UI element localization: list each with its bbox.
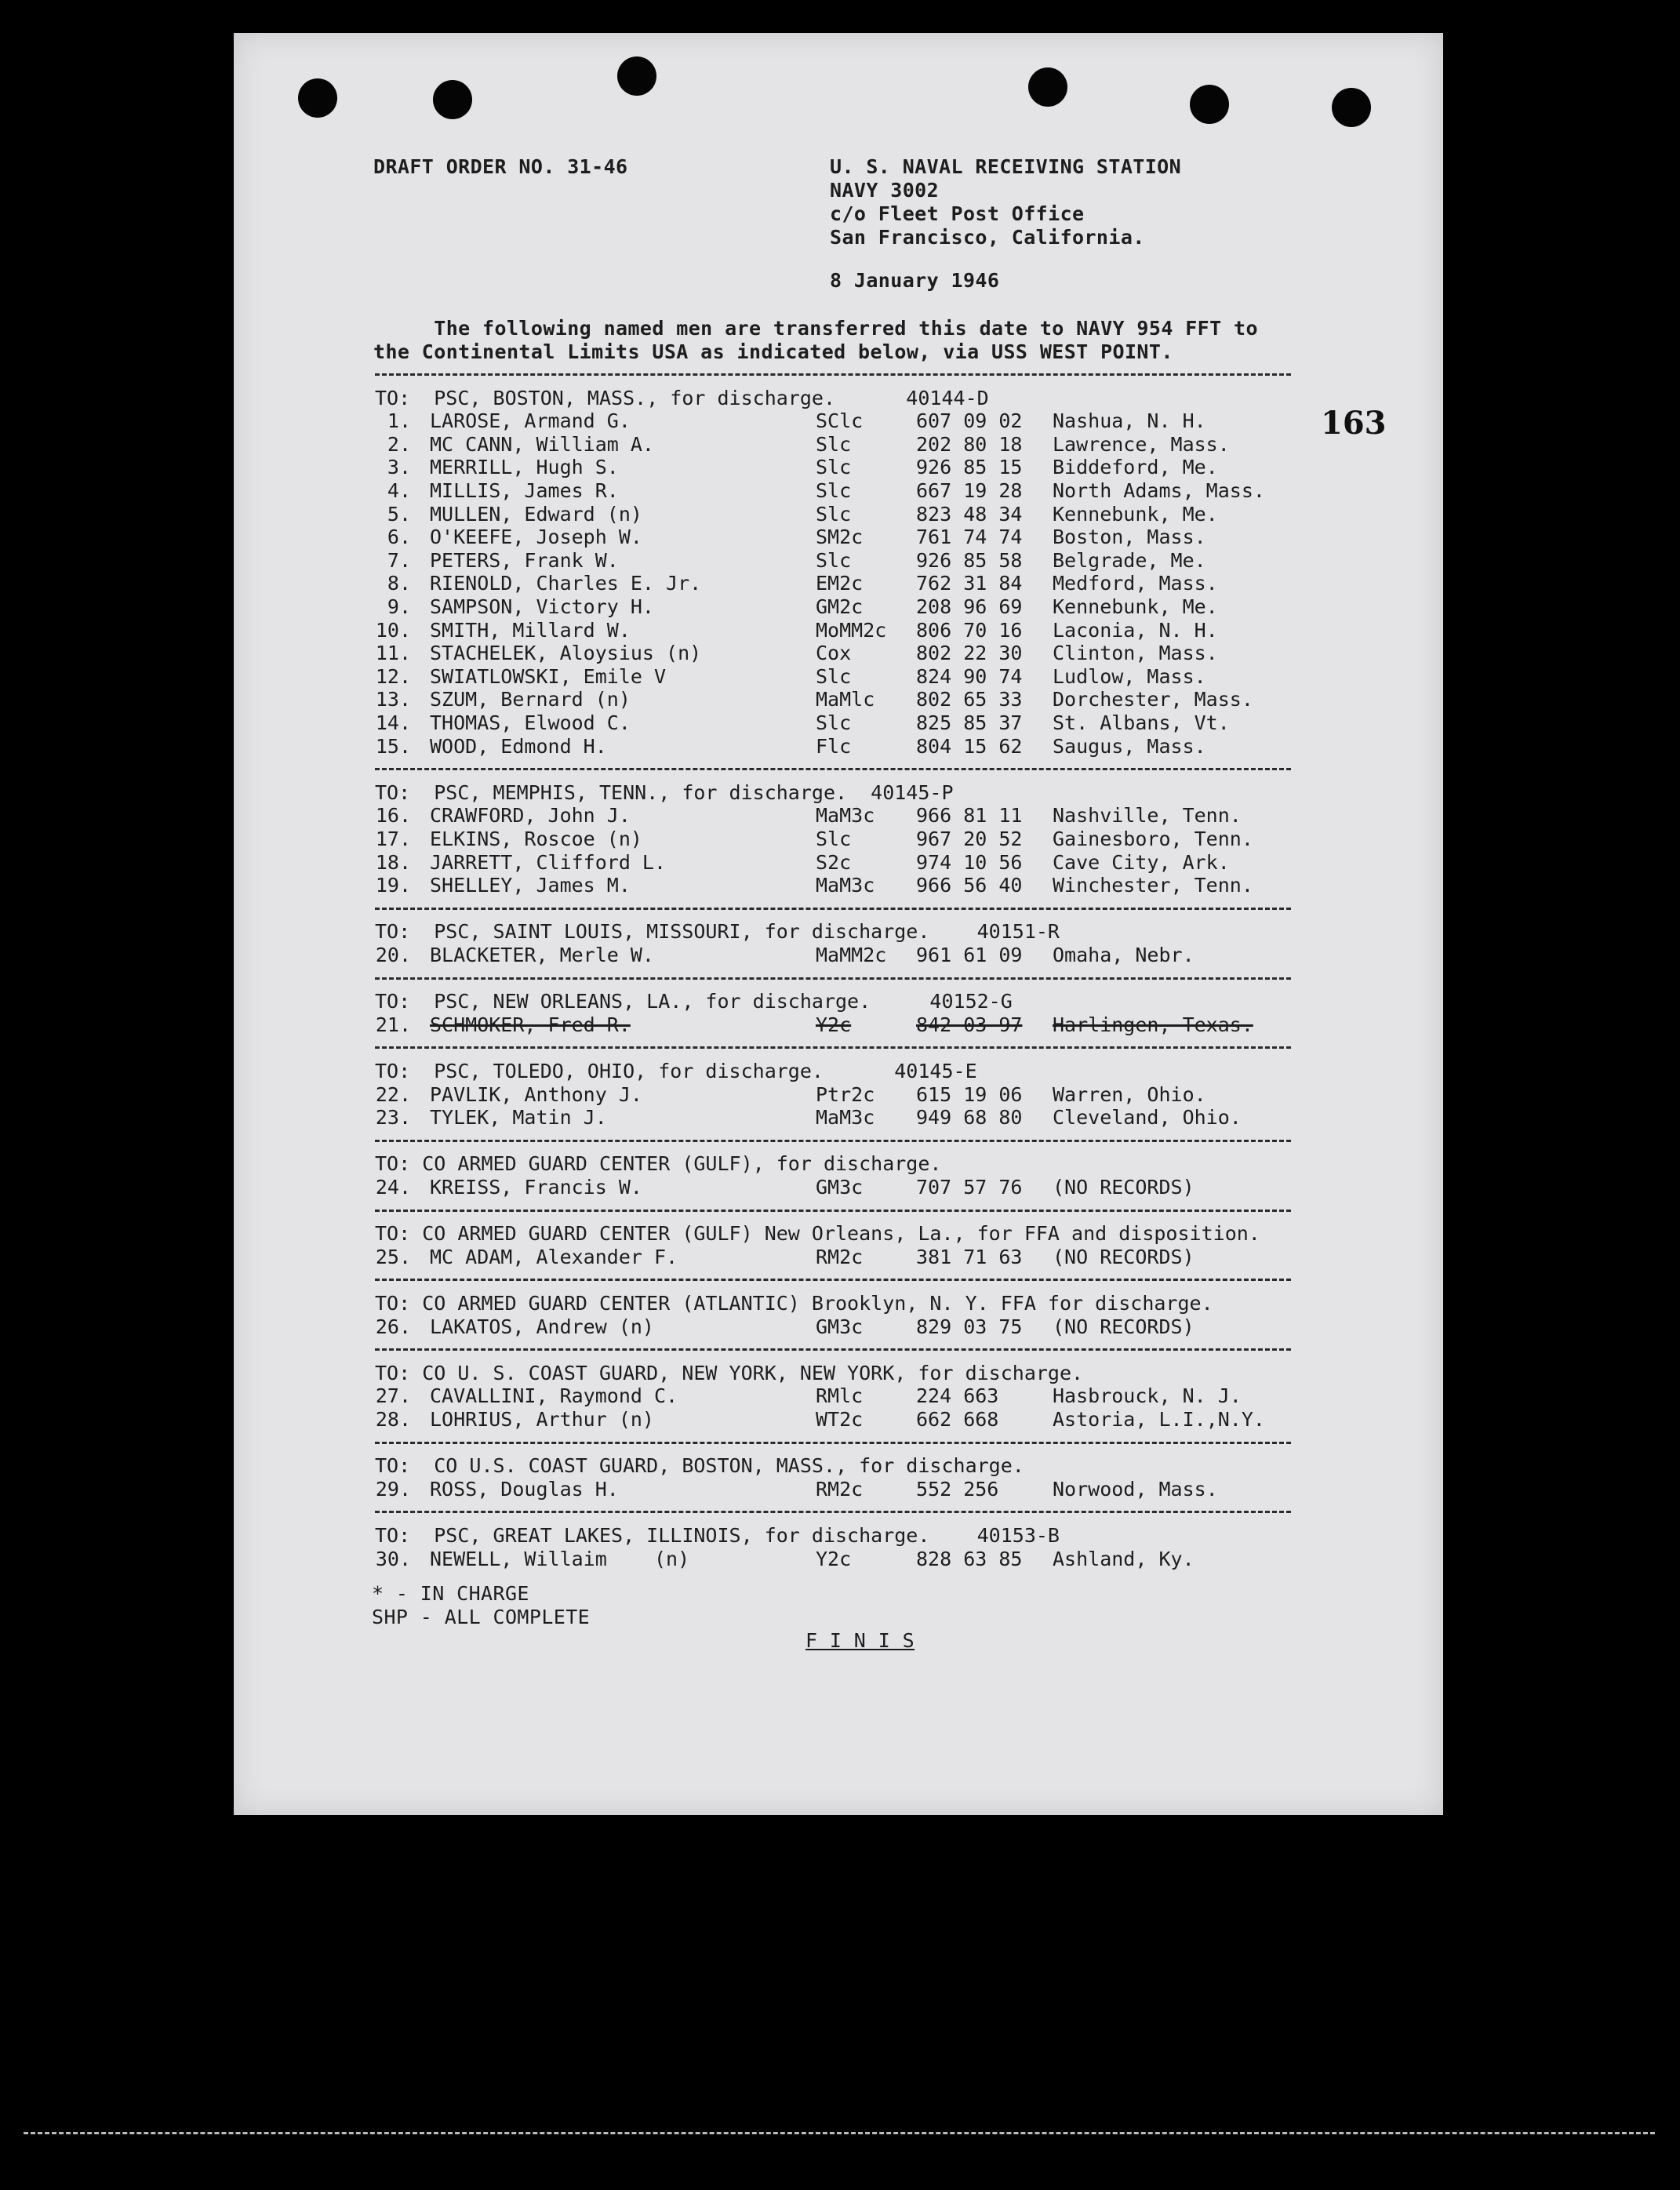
- rating: GM2c: [816, 595, 864, 618]
- row-number: 9.: [387, 595, 411, 618]
- service-number: 552 256: [916, 1477, 999, 1501]
- sailor-name: MC CANN, William A.: [430, 432, 654, 456]
- destination-heading: TO: CO U.S. COAST GUARD, BOSTON, MASS., for discharge.: [375, 1454, 1024, 1478]
- home-town: (NO RECORDS): [1053, 1176, 1195, 1199]
- rating: Cox: [816, 642, 852, 665]
- home-town: Winchester, Tenn.: [1053, 874, 1253, 897]
- rating: Slc: [816, 664, 852, 688]
- punch-hole-4: [1028, 67, 1067, 107]
- rating: RM2c: [816, 1477, 864, 1501]
- page-number: 163: [1321, 405, 1387, 442]
- service-number: 607 09 02: [916, 409, 1023, 433]
- sailor-name: PETERS, Frank W.: [430, 548, 619, 572]
- rating: Slc: [816, 432, 852, 456]
- row-number: 23.: [375, 1106, 411, 1130]
- rating: SM2c: [816, 526, 864, 549]
- home-town: Laconia, N. H.: [1053, 618, 1218, 642]
- row-number: 25.: [375, 1245, 411, 1268]
- service-number: 381 71 63: [916, 1245, 1023, 1268]
- row-number: 24.: [375, 1176, 411, 1199]
- destination-heading: TO: CO ARMED GUARD CENTER (GULF), for discharge.: [375, 1152, 942, 1176]
- service-number: 926 85 58: [916, 548, 1023, 572]
- row-number: 11.: [375, 642, 411, 665]
- service-number: 208 96 69: [916, 595, 1023, 618]
- service-number: 828 63 85: [916, 1547, 1023, 1570]
- row-number: 2.: [387, 432, 411, 456]
- service-number: 224 663: [916, 1384, 999, 1408]
- service-number: 842 03 97: [916, 1013, 1023, 1036]
- sailor-name: BLACKETER, Merle W.: [430, 944, 654, 966]
- destination-heading: TO: PSC, TOLEDO, OHIO, for discharge. 40145-E: [375, 1060, 977, 1082]
- separator-line: [375, 768, 1291, 770]
- sailor-name: MILLIS, James R.: [430, 479, 619, 502]
- destination-heading: TO: PSC, GREAT LAKES, ILLINOIS, for discharge. 40153-B: [375, 1524, 1060, 1547]
- home-town: Harlingen, Texas.: [1053, 1013, 1253, 1036]
- separator-line: [375, 1348, 1291, 1351]
- row-number: 5.: [387, 502, 411, 526]
- service-number: 707 57 76: [916, 1176, 1023, 1199]
- separator-line: [375, 373, 1291, 376]
- row-number: 22.: [375, 1082, 411, 1106]
- rating: MaM3c: [816, 874, 875, 897]
- home-town: Dorchester, Mass.: [1053, 688, 1253, 711]
- service-number: 806 70 16: [916, 618, 1023, 642]
- row-number: 1.: [387, 409, 411, 433]
- home-town: Gainesboro, Tenn.: [1053, 828, 1253, 850]
- service-number: 926 85 15: [916, 456, 1023, 479]
- row-number: 18.: [375, 850, 411, 874]
- row-number: 4.: [387, 479, 411, 502]
- rating: RM2c: [816, 1245, 864, 1268]
- row-number: 29.: [375, 1477, 411, 1501]
- punch-hole-3: [617, 56, 656, 96]
- separator-line: [375, 1210, 1291, 1212]
- row-number: 14.: [375, 711, 411, 734]
- sailor-name: NEWELL, Willaim (n): [430, 1547, 690, 1570]
- rating: Slc: [816, 456, 852, 479]
- service-number: 667 19 28: [916, 479, 1023, 502]
- rating: Ptr2c: [816, 1082, 875, 1106]
- sailor-name: CAVALLINI, Raymond C.: [430, 1384, 678, 1408]
- station-line: U. S. NAVAL RECEIVING STATION: [830, 155, 1182, 178]
- sailor-name: SCHMOKER, Fred R.: [430, 1013, 631, 1036]
- row-number: 13.: [375, 688, 411, 711]
- row-number: 30.: [375, 1547, 411, 1570]
- footer-shp-status: SHP - ALL COMPLETE: [372, 1606, 591, 1628]
- row-number: 16.: [375, 804, 411, 828]
- row-number: 26.: [375, 1315, 411, 1338]
- service-number: 802 22 30: [916, 642, 1023, 665]
- row-number: 27.: [375, 1384, 411, 1408]
- destination-heading: TO: CO ARMED GUARD CENTER (GULF) New Orleans, La., for FFA and disposition.: [375, 1222, 1260, 1246]
- rating: S2c: [816, 850, 852, 874]
- home-town: North Adams, Mass.: [1053, 479, 1265, 502]
- home-town: Belgrade, Me.: [1053, 548, 1206, 572]
- service-number: 662 668: [916, 1408, 999, 1431]
- station-line: c/o Fleet Post Office: [830, 202, 1085, 225]
- home-town: Lawrence, Mass.: [1053, 432, 1230, 456]
- service-number: 966 81 11: [916, 804, 1023, 828]
- service-number: 804 15 62: [916, 734, 1023, 758]
- document-date: 8 January 1946: [830, 269, 1000, 292]
- row-number: 10.: [375, 618, 411, 642]
- service-number: 825 85 37: [916, 711, 1023, 734]
- home-town: Cave City, Ark.: [1053, 850, 1230, 874]
- rating: SClc: [816, 409, 864, 433]
- home-town: Boston, Mass.: [1053, 526, 1206, 549]
- sailor-name: SAMPSON, Victory H.: [430, 595, 654, 618]
- destination-heading: TO: PSC, MEMPHIS, TENN., for discharge. 40145-P: [375, 780, 954, 804]
- service-number: 949 68 80: [916, 1106, 1023, 1130]
- rating: Slc: [816, 479, 852, 502]
- destination-heading: TO: PSC, BOSTON, MASS., for discharge. 40144-D: [375, 386, 989, 409]
- draft-order-number: DRAFT ORDER NO. 31-46: [373, 155, 628, 178]
- scan-edge-line: [24, 2132, 1655, 2139]
- service-number: 202 80 18: [916, 432, 1023, 456]
- home-town: Biddeford, Me.: [1053, 456, 1218, 479]
- punch-hole-2: [433, 80, 472, 119]
- separator-line: [375, 1279, 1291, 1281]
- sailor-name: WOOD, Edmond H.: [430, 734, 607, 758]
- service-number: 824 90 74: [916, 664, 1023, 688]
- sailor-name: THOMAS, Elwood C.: [430, 711, 631, 734]
- rating: Y2c: [816, 1013, 852, 1036]
- separator-line: [375, 1140, 1291, 1142]
- home-town: Nashua, N. H.: [1053, 409, 1206, 433]
- destination-heading: TO: CO U. S. COAST GUARD, NEW YORK, NEW YORK, for discharge.: [375, 1361, 1084, 1384]
- service-number: 966 56 40: [916, 874, 1023, 897]
- rating: Flc: [816, 734, 852, 758]
- footer-in-charge: * - IN CHARGE: [372, 1582, 529, 1605]
- destination-heading: TO: CO ARMED GUARD CENTER (ATLANTIC) Brooklyn, N. Y. FFA for discharge.: [375, 1292, 1213, 1315]
- row-number: 12.: [375, 664, 411, 688]
- row-number: 8.: [387, 572, 411, 595]
- sailor-name: RIENOLD, Charles E. Jr.: [430, 572, 702, 595]
- home-town: Ashland, Ky.: [1053, 1547, 1195, 1570]
- home-town: Saugus, Mass.: [1053, 734, 1206, 758]
- rating: MaMM2c: [816, 944, 887, 966]
- home-town: Warren, Ohio.: [1053, 1082, 1206, 1106]
- rating: MaM3c: [816, 1106, 875, 1130]
- service-number: 823 48 34: [916, 502, 1023, 526]
- home-town: Kennebunk, Me.: [1053, 502, 1218, 526]
- rating: Y2c: [816, 1547, 852, 1570]
- sailor-name: PAVLIK, Anthony J.: [430, 1082, 642, 1106]
- service-number: 615 19 06: [916, 1082, 1023, 1106]
- rating: Slc: [816, 548, 852, 572]
- separator-line: [375, 977, 1291, 980]
- row-number: 19.: [375, 874, 411, 897]
- separator-line: [375, 1511, 1291, 1513]
- intro-line: The following named men are transferred this date to NAVY 954 FFT to: [373, 317, 1258, 340]
- home-town: (NO RECORDS): [1053, 1315, 1195, 1338]
- service-number: 961 61 09: [916, 944, 1023, 966]
- sailor-name: TYLEK, Matin J.: [430, 1106, 607, 1130]
- sailor-name: SHELLEY, James M.: [430, 874, 631, 897]
- service-number: 974 10 56: [916, 850, 1023, 874]
- separator-line: [375, 908, 1291, 910]
- home-town: Hasbrouck, N. J.: [1053, 1384, 1242, 1408]
- service-number: 967 20 52: [916, 828, 1023, 850]
- rating: MaM3c: [816, 804, 875, 828]
- home-town: Cleveland, Ohio.: [1053, 1106, 1242, 1130]
- row-number: 15.: [375, 734, 411, 758]
- sailor-name: MERRILL, Hugh S.: [430, 456, 619, 479]
- home-town: Kennebunk, Me.: [1053, 595, 1218, 618]
- home-town: Nashville, Tenn.: [1053, 804, 1242, 828]
- rating: MoMM2c: [816, 618, 887, 642]
- rating: GM3c: [816, 1176, 864, 1199]
- sailor-name: SZUM, Bernard (n): [430, 688, 631, 711]
- destination-heading: TO: PSC, NEW ORLEANS, LA., for discharge. 40152-G: [375, 990, 1013, 1013]
- rating: Slc: [816, 828, 852, 850]
- sailor-name: SMITH, Millard W.: [430, 618, 631, 642]
- row-number: 20.: [375, 944, 411, 966]
- home-town: Astoria, L.I.,N.Y.: [1053, 1408, 1265, 1431]
- rating: MaMlc: [816, 688, 875, 711]
- separator-line: [375, 1046, 1291, 1049]
- sailor-name: MC ADAM, Alexander F.: [430, 1245, 678, 1268]
- finis-mark: F I N I S: [805, 1629, 915, 1652]
- sailor-name: JARRETT, Clifford L.: [430, 850, 667, 874]
- sailor-name: STACHELEK, Aloysius (n): [430, 642, 702, 665]
- service-number: 829 03 75: [916, 1315, 1023, 1338]
- rating: RMlc: [816, 1384, 864, 1408]
- rating: GM3c: [816, 1315, 864, 1338]
- rating: Slc: [816, 502, 852, 526]
- service-number: 761 74 74: [916, 526, 1023, 549]
- station-line: San Francisco, California.: [830, 226, 1145, 249]
- sailor-name: SWIATLOWSKI, Emile V: [430, 664, 667, 688]
- sailor-name: LOHRIUS, Arthur (n): [430, 1408, 654, 1431]
- home-town: Norwood, Mass.: [1053, 1477, 1218, 1501]
- destination-heading: TO: PSC, SAINT LOUIS, MISSOURI, for discharge. 40151-R: [375, 920, 1060, 944]
- rating: Slc: [816, 711, 852, 734]
- row-number: 7.: [387, 548, 411, 572]
- rating: EM2c: [816, 572, 864, 595]
- sailor-name: ELKINS, Roscoe (n): [430, 828, 642, 850]
- service-number: 762 31 84: [916, 572, 1023, 595]
- intro-line: the Continental Limits USA as indicated below, via USS WEST POINT.: [373, 340, 1173, 363]
- station-line: NAVY 3002: [830, 179, 940, 202]
- row-number: 6.: [387, 526, 411, 549]
- sailor-name: ROSS, Douglas H.: [430, 1477, 619, 1501]
- row-number: 28.: [375, 1408, 411, 1431]
- sailor-name: LAKATOS, Andrew (n): [430, 1315, 654, 1338]
- rating: WT2c: [816, 1408, 864, 1431]
- row-number: 17.: [375, 828, 411, 850]
- punch-hole-5: [1190, 85, 1229, 124]
- home-town: Omaha, Nebr.: [1053, 944, 1195, 966]
- home-town: Clinton, Mass.: [1053, 642, 1218, 665]
- home-town: Medford, Mass.: [1053, 572, 1218, 595]
- sailor-name: CRAWFORD, John J.: [430, 804, 631, 828]
- service-number: 802 65 33: [916, 688, 1023, 711]
- home-town: (NO RECORDS): [1053, 1245, 1195, 1268]
- row-number: 21.: [375, 1013, 411, 1036]
- sailor-name: KREISS, Francis W.: [430, 1176, 642, 1199]
- separator-line: [375, 1442, 1291, 1444]
- home-town: St. Albans, Vt.: [1053, 711, 1230, 734]
- sailor-name: LAROSE, Armand G.: [430, 409, 631, 433]
- sailor-name: MULLEN, Edward (n): [430, 502, 642, 526]
- row-number: 3.: [387, 456, 411, 479]
- punch-hole-6: [1332, 88, 1371, 127]
- sailor-name: O'KEEFE, Joseph W.: [430, 526, 642, 549]
- home-town: Ludlow, Mass.: [1053, 664, 1206, 688]
- punch-hole-1: [298, 78, 337, 118]
